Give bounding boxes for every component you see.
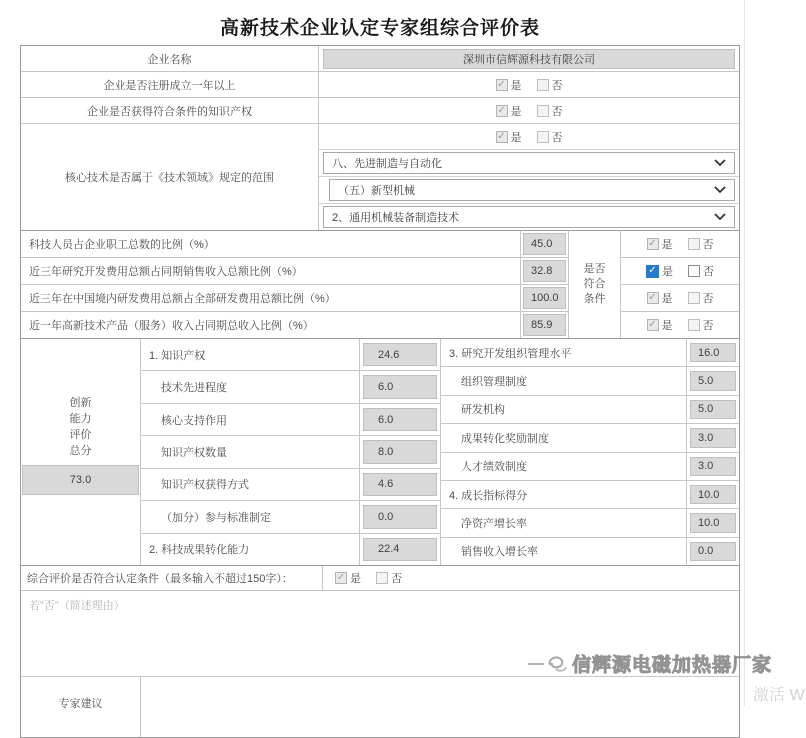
core-tech-yes-checkbox[interactable] — [496, 131, 508, 143]
ratio-label-4: 近一年高新技术产品（服务）收入占同期总收入比例（%） — [21, 312, 521, 338]
score-right-label-4: 成果转化奖励制度 — [441, 424, 687, 451]
ratio2-no-checkbox[interactable] — [688, 265, 700, 277]
ratio4-yes-checkbox[interactable] — [647, 319, 659, 331]
score-right-value-3[interactable]: 5.0 — [690, 400, 736, 419]
no-label: 否 — [391, 573, 402, 585]
ratio-row-1 — [21, 231, 568, 258]
score-right-label-5: 人才绩效制度 — [441, 453, 687, 480]
bottom-row-value[interactable] — [141, 677, 739, 737]
bottom-row-label: 专家建议 — [21, 677, 141, 737]
yes-label: 是 — [662, 266, 673, 278]
score-right-value-6[interactable]: 10.0 — [690, 485, 736, 504]
yes-label: 是 — [661, 293, 673, 305]
ratio-value-3[interactable]: 100.0 — [523, 287, 566, 309]
ip-answer — [319, 98, 739, 123]
overall-no-checkbox[interactable] — [376, 572, 388, 584]
score-right-value-7[interactable]: 10.0 — [690, 513, 736, 532]
registered-yes-checkbox[interactable] — [496, 79, 508, 91]
company-row — [21, 46, 739, 72]
score-left-label-2: 技术先进程度 — [141, 371, 360, 402]
page-edge-divider — [744, 0, 745, 706]
overall-label: 综合评价是否符合认定条件（最多输入不超过150字）： — [21, 566, 323, 590]
ratio4-no-checkbox[interactable] — [688, 319, 700, 331]
tech-field-level3-value: 2、通用机械装备制造技术 — [332, 212, 460, 224]
score-left-value-4[interactable]: 8.0 — [363, 440, 437, 463]
ratio-checks — [621, 231, 739, 338]
overall-answer — [323, 566, 739, 590]
total-score-label: 创新 能力 评价 总分 — [69, 397, 92, 457]
score-right-label-1: 3. 研究开发组织管理水平 — [441, 339, 687, 366]
ratio-value-1[interactable]: 45.0 — [523, 233, 566, 255]
ratio-value-2[interactable]: 32.8 — [523, 260, 566, 282]
ratio-label-3: 近三年在中国境内研发费用总额占全部研发费用总额比例（%） — [21, 285, 521, 311]
yes-label: 是 — [510, 79, 522, 92]
score-right-value-1[interactable]: 16.0 — [690, 343, 736, 362]
watermark-logo-icon — [546, 653, 572, 675]
no-label: 否 — [551, 105, 563, 118]
tech-field-level1-select[interactable] — [323, 152, 735, 174]
page-title: 高新技术企业认定专家组综合评价表 — [219, 18, 540, 39]
ratio2-yes-checkbox[interactable] — [646, 265, 659, 278]
score-right-value-4[interactable]: 3.0 — [690, 428, 736, 447]
ratio-row-4 — [21, 312, 568, 338]
ratio-value-4[interactable]: 85.9 — [523, 314, 566, 336]
no-label: 否 — [702, 320, 714, 332]
core-tech-label: 核心技术是否属于《技术领域》规定的范围 — [21, 124, 319, 230]
tech-field-level2-value: （五）新型机械 — [338, 185, 415, 197]
yes-label: 是 — [510, 105, 522, 118]
watermark-dash — [528, 663, 544, 665]
ip-yes-checkbox[interactable] — [496, 105, 508, 117]
score-right-label-2: 组织管理制度 — [441, 367, 687, 394]
check-icon: ✓ — [648, 238, 657, 249]
activate-os-hint: 激活 W — [753, 687, 805, 704]
ratio-check-row-1 — [621, 231, 739, 258]
score-left-label-3: 核心支持作用 — [141, 404, 360, 435]
no-label: 否 — [702, 239, 714, 251]
ratio-row-3 — [21, 285, 568, 312]
score-left-value-3[interactable]: 6.0 — [363, 408, 437, 431]
company-value-cell — [319, 46, 739, 71]
score-left-label-7: 2. 科技成果转化能力 — [141, 534, 360, 565]
ratio-section — [21, 231, 739, 339]
tech-field-level3-row — [319, 204, 739, 230]
yes-label: 是 — [350, 573, 361, 585]
bottom-row — [21, 677, 739, 737]
overall-yes-checkbox[interactable] — [335, 572, 347, 584]
score-right-column — [441, 339, 739, 565]
ratio-main — [21, 231, 569, 338]
ratio-label-2: 近三年研究开发费用总额占同期销售收入总额比例（%） — [21, 258, 521, 284]
score-left-label-4: 知识产权数量 — [141, 436, 360, 467]
score-left-value-1[interactable]: 24.6 — [363, 343, 437, 366]
score-right-value-2[interactable]: 5.0 — [690, 371, 736, 390]
check-icon: ✓ — [497, 104, 506, 116]
ratio-row-2 — [21, 258, 568, 285]
check-icon: ✓ — [648, 265, 657, 276]
score-left-label-6: （加分）参与标准制定 — [141, 501, 360, 532]
ratio3-no-checkbox[interactable] — [688, 292, 700, 304]
no-label: 否 — [702, 293, 714, 305]
score-right-label-3: 研发机构 — [441, 396, 687, 423]
score-left-label-5: 知识产权获得方式 — [141, 469, 360, 500]
core-tech-answer — [319, 124, 739, 150]
score-right-label-7: 净资产增长率 — [441, 509, 687, 536]
ratio1-no-checkbox[interactable] — [688, 238, 700, 250]
ratio-check-row-3 — [621, 285, 739, 312]
company-name-field[interactable]: 深圳市信辉源科技有限公司 — [323, 49, 735, 69]
yes-label: 是 — [661, 239, 673, 251]
total-score-value[interactable]: 73.0 — [22, 465, 139, 495]
yes-label: 是 — [510, 131, 522, 144]
score-right-label-6: 4. 成长指标得分 — [441, 481, 687, 508]
tech-field-level2-row — [319, 177, 739, 204]
no-label: 否 — [703, 266, 714, 278]
core-tech-right — [319, 124, 739, 230]
registered-answer — [319, 72, 739, 97]
ratio-check-row-2 — [621, 258, 739, 285]
tech-field-level1-row — [319, 150, 739, 177]
score-left-column — [141, 339, 441, 565]
no-label: 否 — [551, 79, 563, 92]
overall-row — [21, 566, 739, 591]
score-right-value-8[interactable]: 0.0 — [690, 542, 736, 561]
check-icon: ✓ — [648, 319, 657, 330]
core-tech-no-checkbox[interactable] — [537, 131, 549, 143]
registered-no-checkbox[interactable] — [537, 79, 549, 91]
score-left-value-6[interactable]: 0.0 — [363, 505, 437, 528]
ip-label: 企业是否获得符合条件的知识产权 — [21, 98, 319, 123]
check-icon: ✓ — [336, 572, 346, 583]
chevron-down-icon — [714, 213, 726, 221]
registered-label: 企业是否注册成立一年以上 — [21, 72, 319, 97]
check-icon: ✓ — [648, 292, 657, 303]
no-label: 否 — [551, 131, 563, 144]
total-score-cell — [21, 339, 141, 565]
score-right-value-5[interactable]: 3.0 — [690, 457, 736, 476]
ip-no-checkbox[interactable] — [537, 105, 549, 117]
meets-condition-label: 是否 符合 条件 — [569, 231, 621, 338]
watermark — [528, 650, 772, 677]
score-section — [21, 339, 739, 566]
score-right-label-8: 销售收入增长率 — [441, 538, 687, 565]
registered-row — [21, 72, 739, 98]
ratio1-yes-checkbox[interactable] — [647, 238, 659, 250]
check-icon: ✓ — [497, 78, 506, 90]
chevron-down-icon — [714, 186, 726, 194]
watermark-text: 信辉源电磁加热器厂家 — [572, 655, 773, 676]
core-tech-row — [21, 124, 739, 231]
tech-field-level3-select[interactable] — [323, 206, 735, 228]
yes-label: 是 — [661, 320, 673, 332]
ip-row — [21, 98, 739, 124]
ratio-check-row-4 — [621, 312, 739, 338]
company-label: 企业名称 — [21, 46, 319, 71]
score-left-value-2[interactable]: 6.0 — [363, 375, 437, 398]
tech-field-level2-select[interactable] — [329, 179, 735, 201]
score-left-value-7[interactable]: 22.4 — [363, 538, 437, 561]
tech-field-level1-value: 八、先进制造与自动化 — [332, 158, 442, 170]
score-left-value-5[interactable]: 4.6 — [363, 473, 437, 496]
ratio-label-1: 科技人员占企业职工总数的比例（%） — [21, 231, 521, 257]
evaluation-form — [20, 45, 740, 738]
score-left-label-1: 1. 知识产权 — [141, 339, 360, 370]
ratio3-yes-checkbox[interactable] — [647, 292, 659, 304]
chevron-down-icon — [714, 159, 726, 167]
check-icon: ✓ — [497, 130, 506, 142]
